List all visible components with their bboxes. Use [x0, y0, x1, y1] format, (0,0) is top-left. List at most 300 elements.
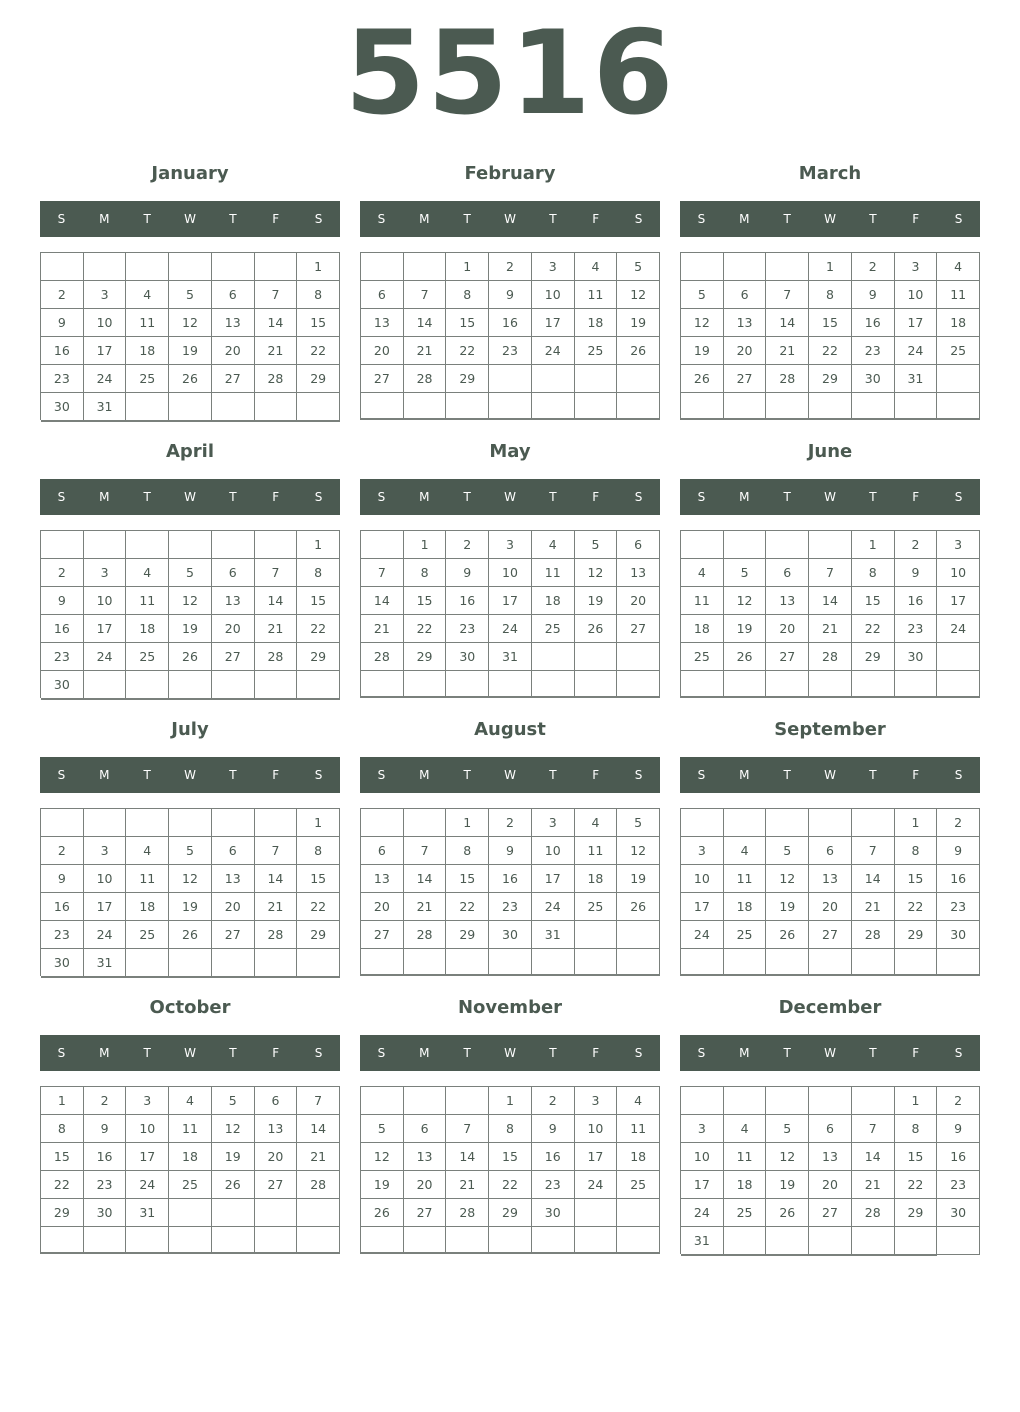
- day-cell: 17: [681, 1171, 724, 1199]
- weekday-label: T: [143, 768, 151, 782]
- weekday-label: T: [143, 1046, 151, 1060]
- day-cell: 26: [617, 893, 660, 921]
- day-cell: 22: [446, 893, 489, 921]
- day-cell: 25: [126, 643, 169, 671]
- empty-day-cell: [169, 1253, 212, 1254]
- month-november: [360, 995, 660, 1265]
- day-cell: 24: [681, 921, 724, 949]
- day-cell: 19: [766, 1171, 809, 1199]
- empty-day-cell: [297, 977, 340, 978]
- empty-day-cell: [169, 949, 212, 977]
- weekday-label: S: [314, 1046, 323, 1060]
- empty-day-cell: [84, 671, 127, 699]
- day-cell: 2: [41, 559, 84, 587]
- day-cell: 26: [681, 365, 724, 393]
- weekday-label: T: [463, 212, 471, 226]
- month-name: May: [489, 441, 531, 462]
- weekday-label: F: [592, 768, 600, 782]
- day-cell: 27: [212, 365, 255, 393]
- empty-day-cell: [766, 531, 809, 559]
- day-cell: 2: [532, 1087, 575, 1115]
- day-cell: 9: [852, 281, 895, 309]
- day-cell: 31: [84, 393, 127, 421]
- empty-day-cell: [446, 671, 489, 697]
- empty-day-cell: [489, 975, 532, 976]
- month-name: November: [457, 997, 563, 1018]
- empty-day-cell: [766, 393, 809, 419]
- day-cell: 15: [297, 865, 340, 893]
- empty-day-cell: [681, 697, 724, 698]
- weekday-header: [680, 201, 980, 237]
- weekday-label: S: [57, 212, 66, 226]
- empty-day-cell: [41, 809, 84, 837]
- day-grid: [680, 530, 980, 698]
- weekday-label: F: [912, 212, 920, 226]
- weekday-label: W: [184, 490, 196, 504]
- empty-day-cell: [575, 697, 618, 698]
- empty-day-cell: [404, 419, 447, 420]
- day-cell: 19: [361, 1171, 404, 1199]
- empty-day-cell: [404, 1227, 447, 1253]
- day-cell: 17: [681, 893, 724, 921]
- day-cell: 1: [895, 809, 938, 837]
- empty-day-cell: [169, 671, 212, 699]
- day-cell: 16: [489, 309, 532, 337]
- day-cell: 8: [297, 281, 340, 309]
- weekday-label: M: [739, 768, 750, 782]
- empty-day-cell: [169, 699, 212, 700]
- day-cell: 7: [446, 1115, 489, 1143]
- day-cell: 5: [361, 1115, 404, 1143]
- day-cell: 3: [937, 531, 980, 559]
- day-cell: 6: [212, 837, 255, 865]
- day-cell: 30: [895, 643, 938, 671]
- day-cell: 16: [41, 893, 84, 921]
- day-cell: 16: [41, 615, 84, 643]
- day-cell: 14: [404, 865, 447, 893]
- day-cell: 1: [297, 253, 340, 281]
- empty-day-cell: [532, 975, 575, 976]
- weekday-header: [680, 1035, 980, 1071]
- empty-day-cell: [766, 809, 809, 837]
- day-cell: 12: [617, 837, 660, 865]
- empty-day-cell: [724, 949, 767, 975]
- empty-day-cell: [617, 949, 660, 975]
- day-cell: 4: [126, 559, 169, 587]
- day-cell: 23: [937, 1171, 980, 1199]
- day-cell: 20: [212, 615, 255, 643]
- weekday-label: W: [184, 1046, 196, 1060]
- weekday-header: [40, 1035, 340, 1071]
- day-cell: 10: [532, 281, 575, 309]
- weekday-header: [680, 479, 980, 515]
- day-cell: 28: [852, 921, 895, 949]
- day-cell: 30: [532, 1199, 575, 1227]
- day-cell: 13: [361, 309, 404, 337]
- day-cell: 10: [84, 865, 127, 893]
- day-cell: 26: [212, 1171, 255, 1199]
- empty-day-cell: [361, 531, 404, 559]
- empty-day-cell: [937, 419, 980, 420]
- day-cell: 5: [766, 837, 809, 865]
- day-cell: 14: [852, 1143, 895, 1171]
- day-cell: 7: [852, 837, 895, 865]
- day-cell: 7: [255, 281, 298, 309]
- empty-day-cell: [724, 697, 767, 698]
- weekday-label: F: [912, 768, 920, 782]
- day-cell: 20: [766, 615, 809, 643]
- empty-day-cell: [937, 975, 980, 976]
- day-cell: 3: [84, 281, 127, 309]
- day-cell: 9: [895, 559, 938, 587]
- day-cell: 2: [489, 809, 532, 837]
- day-cell: 26: [575, 615, 618, 643]
- empty-day-cell: [297, 1199, 340, 1227]
- day-cell: 19: [212, 1143, 255, 1171]
- empty-day-cell: [895, 949, 938, 975]
- day-cell: 28: [255, 643, 298, 671]
- empty-day-cell: [297, 1253, 340, 1254]
- day-cell: 8: [895, 837, 938, 865]
- weekday-label: M: [739, 212, 750, 226]
- empty-day-cell: [84, 1227, 127, 1253]
- day-cell: 3: [895, 253, 938, 281]
- month-january: [40, 161, 340, 431]
- day-grid: [680, 1086, 980, 1254]
- empty-day-cell: [532, 697, 575, 698]
- day-cell: 21: [404, 337, 447, 365]
- empty-day-cell: [852, 975, 895, 976]
- empty-day-cell: [617, 393, 660, 419]
- empty-day-cell: [724, 975, 767, 976]
- empty-day-cell: [361, 1227, 404, 1253]
- day-cell: 29: [895, 921, 938, 949]
- day-cell: 18: [724, 1171, 767, 1199]
- day-cell: 2: [41, 281, 84, 309]
- weekday-label: S: [954, 768, 963, 782]
- day-cell: 13: [809, 1143, 852, 1171]
- day-cell: 12: [575, 559, 618, 587]
- empty-day-cell: [809, 1227, 852, 1255]
- empty-day-cell: [212, 1253, 255, 1254]
- weekday-label: S: [377, 768, 386, 782]
- day-cell: 15: [446, 309, 489, 337]
- day-cell: 23: [532, 1171, 575, 1199]
- day-cell: 2: [937, 809, 980, 837]
- day-cell: 14: [361, 587, 404, 615]
- empty-day-cell: [84, 421, 127, 422]
- day-cell: 4: [724, 1115, 767, 1143]
- weekday-header: [40, 201, 340, 237]
- day-cell: 30: [489, 921, 532, 949]
- day-cell: 12: [169, 865, 212, 893]
- empty-day-cell: [617, 671, 660, 697]
- day-cell: 8: [809, 281, 852, 309]
- empty-day-cell: [766, 1087, 809, 1115]
- empty-day-cell: [809, 419, 852, 420]
- day-cell: 15: [852, 587, 895, 615]
- day-cell: 15: [446, 865, 489, 893]
- empty-day-cell: [766, 975, 809, 976]
- day-cell: 3: [84, 559, 127, 587]
- empty-day-cell: [681, 393, 724, 419]
- day-cell: 20: [212, 337, 255, 365]
- day-cell: 13: [212, 865, 255, 893]
- empty-day-cell: [446, 419, 489, 420]
- day-cell: 2: [937, 1087, 980, 1115]
- day-cell: 11: [532, 559, 575, 587]
- day-cell: 28: [446, 1199, 489, 1227]
- day-grid: [40, 808, 340, 976]
- day-grid: [40, 530, 340, 698]
- day-cell: 21: [852, 1171, 895, 1199]
- empty-day-cell: [404, 697, 447, 698]
- day-cell: 19: [681, 337, 724, 365]
- day-cell: 24: [84, 643, 127, 671]
- empty-day-cell: [766, 949, 809, 975]
- empty-day-cell: [212, 1199, 255, 1227]
- empty-day-cell: [361, 1087, 404, 1115]
- day-cell: 11: [724, 865, 767, 893]
- empty-day-cell: [361, 393, 404, 419]
- day-cell: 14: [255, 587, 298, 615]
- empty-day-cell: [575, 643, 618, 671]
- empty-day-cell: [617, 975, 660, 976]
- empty-day-cell: [809, 1255, 852, 1256]
- empty-day-cell: [41, 977, 84, 978]
- empty-day-cell: [766, 1227, 809, 1255]
- day-cell: 25: [617, 1171, 660, 1199]
- day-cell: 31: [126, 1199, 169, 1227]
- day-cell: 27: [212, 643, 255, 671]
- day-cell: 16: [489, 865, 532, 893]
- day-cell: 2: [489, 253, 532, 281]
- day-cell: 29: [297, 921, 340, 949]
- day-cell: 3: [575, 1087, 618, 1115]
- day-cell: 5: [766, 1115, 809, 1143]
- day-cell: 26: [169, 365, 212, 393]
- day-cell: 1: [895, 1087, 938, 1115]
- day-cell: 1: [297, 809, 340, 837]
- empty-day-cell: [446, 949, 489, 975]
- day-cell: 8: [404, 559, 447, 587]
- day-cell: 20: [361, 893, 404, 921]
- empty-day-cell: [617, 1199, 660, 1227]
- empty-day-cell: [212, 977, 255, 978]
- day-cell: 12: [766, 1143, 809, 1171]
- day-cell: 24: [681, 1199, 724, 1227]
- day-grid: [360, 530, 660, 698]
- empty-day-cell: [255, 949, 298, 977]
- day-cell: 20: [617, 587, 660, 615]
- empty-day-cell: [404, 975, 447, 976]
- day-cell: 6: [724, 281, 767, 309]
- day-cell: 24: [84, 365, 127, 393]
- empty-day-cell: [169, 393, 212, 421]
- empty-day-cell: [681, 975, 724, 976]
- day-cell: 14: [255, 309, 298, 337]
- weekday-label: S: [314, 768, 323, 782]
- empty-day-cell: [532, 643, 575, 671]
- empty-day-cell: [724, 393, 767, 419]
- empty-day-cell: [937, 393, 980, 419]
- day-cell: 10: [489, 559, 532, 587]
- day-cell: 20: [361, 337, 404, 365]
- day-cell: 17: [84, 615, 127, 643]
- weekday-label: S: [954, 490, 963, 504]
- empty-day-cell: [255, 977, 298, 978]
- day-cell: 11: [575, 281, 618, 309]
- empty-day-cell: [212, 393, 255, 421]
- empty-day-cell: [489, 1253, 532, 1254]
- day-cell: 15: [297, 309, 340, 337]
- day-cell: 12: [361, 1143, 404, 1171]
- weekday-label: F: [272, 212, 280, 226]
- day-cell: 29: [852, 643, 895, 671]
- day-cell: 11: [575, 837, 618, 865]
- day-cell: 21: [255, 893, 298, 921]
- weekday-label: M: [419, 768, 430, 782]
- day-cell: 15: [297, 587, 340, 615]
- empty-day-cell: [809, 1087, 852, 1115]
- day-cell: 18: [126, 615, 169, 643]
- empty-day-cell: [361, 697, 404, 698]
- day-cell: 5: [681, 281, 724, 309]
- weekday-header: [680, 757, 980, 793]
- empty-day-cell: [169, 1227, 212, 1253]
- empty-day-cell: [404, 1253, 447, 1254]
- day-cell: 23: [41, 643, 84, 671]
- empty-day-cell: [489, 1227, 532, 1253]
- day-cell: 17: [532, 309, 575, 337]
- day-cell: 11: [681, 587, 724, 615]
- empty-day-cell: [852, 1087, 895, 1115]
- empty-day-cell: [532, 671, 575, 697]
- weekday-label: S: [697, 768, 706, 782]
- day-cell: 7: [361, 559, 404, 587]
- day-cell: 31: [895, 365, 938, 393]
- day-cell: 4: [126, 837, 169, 865]
- empty-day-cell: [126, 421, 169, 422]
- day-cell: 3: [681, 837, 724, 865]
- day-cell: 19: [617, 865, 660, 893]
- day-cell: 19: [169, 615, 212, 643]
- empty-day-cell: [575, 975, 618, 976]
- empty-day-cell: [489, 365, 532, 393]
- empty-day-cell: [681, 809, 724, 837]
- day-cell: 25: [575, 337, 618, 365]
- day-cell: 16: [852, 309, 895, 337]
- weekday-label: S: [954, 1046, 963, 1060]
- weekday-label: T: [783, 490, 791, 504]
- year-title: 5516: [344, 6, 676, 141]
- day-cell: 9: [41, 587, 84, 615]
- day-cell: 9: [937, 837, 980, 865]
- empty-day-cell: [724, 253, 767, 281]
- day-cell: 13: [617, 559, 660, 587]
- day-cell: 30: [41, 393, 84, 421]
- day-cell: 22: [852, 615, 895, 643]
- day-cell: 25: [575, 893, 618, 921]
- empty-day-cell: [895, 1255, 938, 1256]
- day-cell: 1: [809, 253, 852, 281]
- day-cell: 16: [937, 865, 980, 893]
- empty-day-cell: [404, 949, 447, 975]
- day-cell: 21: [404, 893, 447, 921]
- day-cell: 15: [809, 309, 852, 337]
- empty-day-cell: [852, 393, 895, 419]
- day-cell: 20: [809, 893, 852, 921]
- day-cell: 4: [937, 253, 980, 281]
- day-cell: 6: [809, 1115, 852, 1143]
- empty-day-cell: [681, 531, 724, 559]
- weekday-label: S: [697, 1046, 706, 1060]
- day-cell: 28: [809, 643, 852, 671]
- day-cell: 28: [255, 921, 298, 949]
- weekday-header: [360, 479, 660, 515]
- day-cell: 25: [937, 337, 980, 365]
- day-cell: 2: [41, 837, 84, 865]
- day-cell: 9: [489, 281, 532, 309]
- empty-day-cell: [126, 949, 169, 977]
- day-cell: 13: [404, 1143, 447, 1171]
- empty-day-cell: [895, 697, 938, 698]
- day-cell: 4: [575, 253, 618, 281]
- day-cell: 30: [937, 1199, 980, 1227]
- day-cell: 1: [489, 1087, 532, 1115]
- empty-day-cell: [895, 393, 938, 419]
- day-cell: 14: [297, 1115, 340, 1143]
- empty-day-cell: [361, 1253, 404, 1254]
- day-cell: 5: [169, 559, 212, 587]
- empty-day-cell: [84, 977, 127, 978]
- day-cell: 21: [852, 893, 895, 921]
- day-cell: 13: [255, 1115, 298, 1143]
- empty-day-cell: [852, 419, 895, 420]
- weekday-label: M: [99, 490, 110, 504]
- day-cell: 7: [852, 1115, 895, 1143]
- empty-day-cell: [617, 419, 660, 420]
- empty-day-cell: [937, 1227, 980, 1255]
- day-cell: 7: [404, 281, 447, 309]
- empty-day-cell: [852, 1227, 895, 1255]
- day-cell: 12: [766, 865, 809, 893]
- day-cell: 28: [766, 365, 809, 393]
- day-cell: 5: [212, 1087, 255, 1115]
- empty-day-cell: [766, 1255, 809, 1256]
- weekday-label: T: [869, 768, 877, 782]
- month-name: June: [807, 441, 853, 462]
- day-cell: 19: [724, 615, 767, 643]
- day-cell: 27: [361, 365, 404, 393]
- day-cell: 2: [446, 531, 489, 559]
- empty-day-cell: [895, 671, 938, 697]
- day-cell: 10: [575, 1115, 618, 1143]
- empty-day-cell: [41, 1253, 84, 1254]
- day-cell: 18: [681, 615, 724, 643]
- month-march: [680, 161, 980, 431]
- day-cell: 27: [255, 1171, 298, 1199]
- empty-day-cell: [532, 1227, 575, 1253]
- empty-day-cell: [852, 949, 895, 975]
- day-cell: 28: [361, 643, 404, 671]
- day-cell: 26: [169, 643, 212, 671]
- empty-day-cell: [617, 1227, 660, 1253]
- day-cell: 18: [126, 893, 169, 921]
- day-cell: 26: [361, 1199, 404, 1227]
- day-cell: 10: [681, 1143, 724, 1171]
- day-cell: 19: [766, 893, 809, 921]
